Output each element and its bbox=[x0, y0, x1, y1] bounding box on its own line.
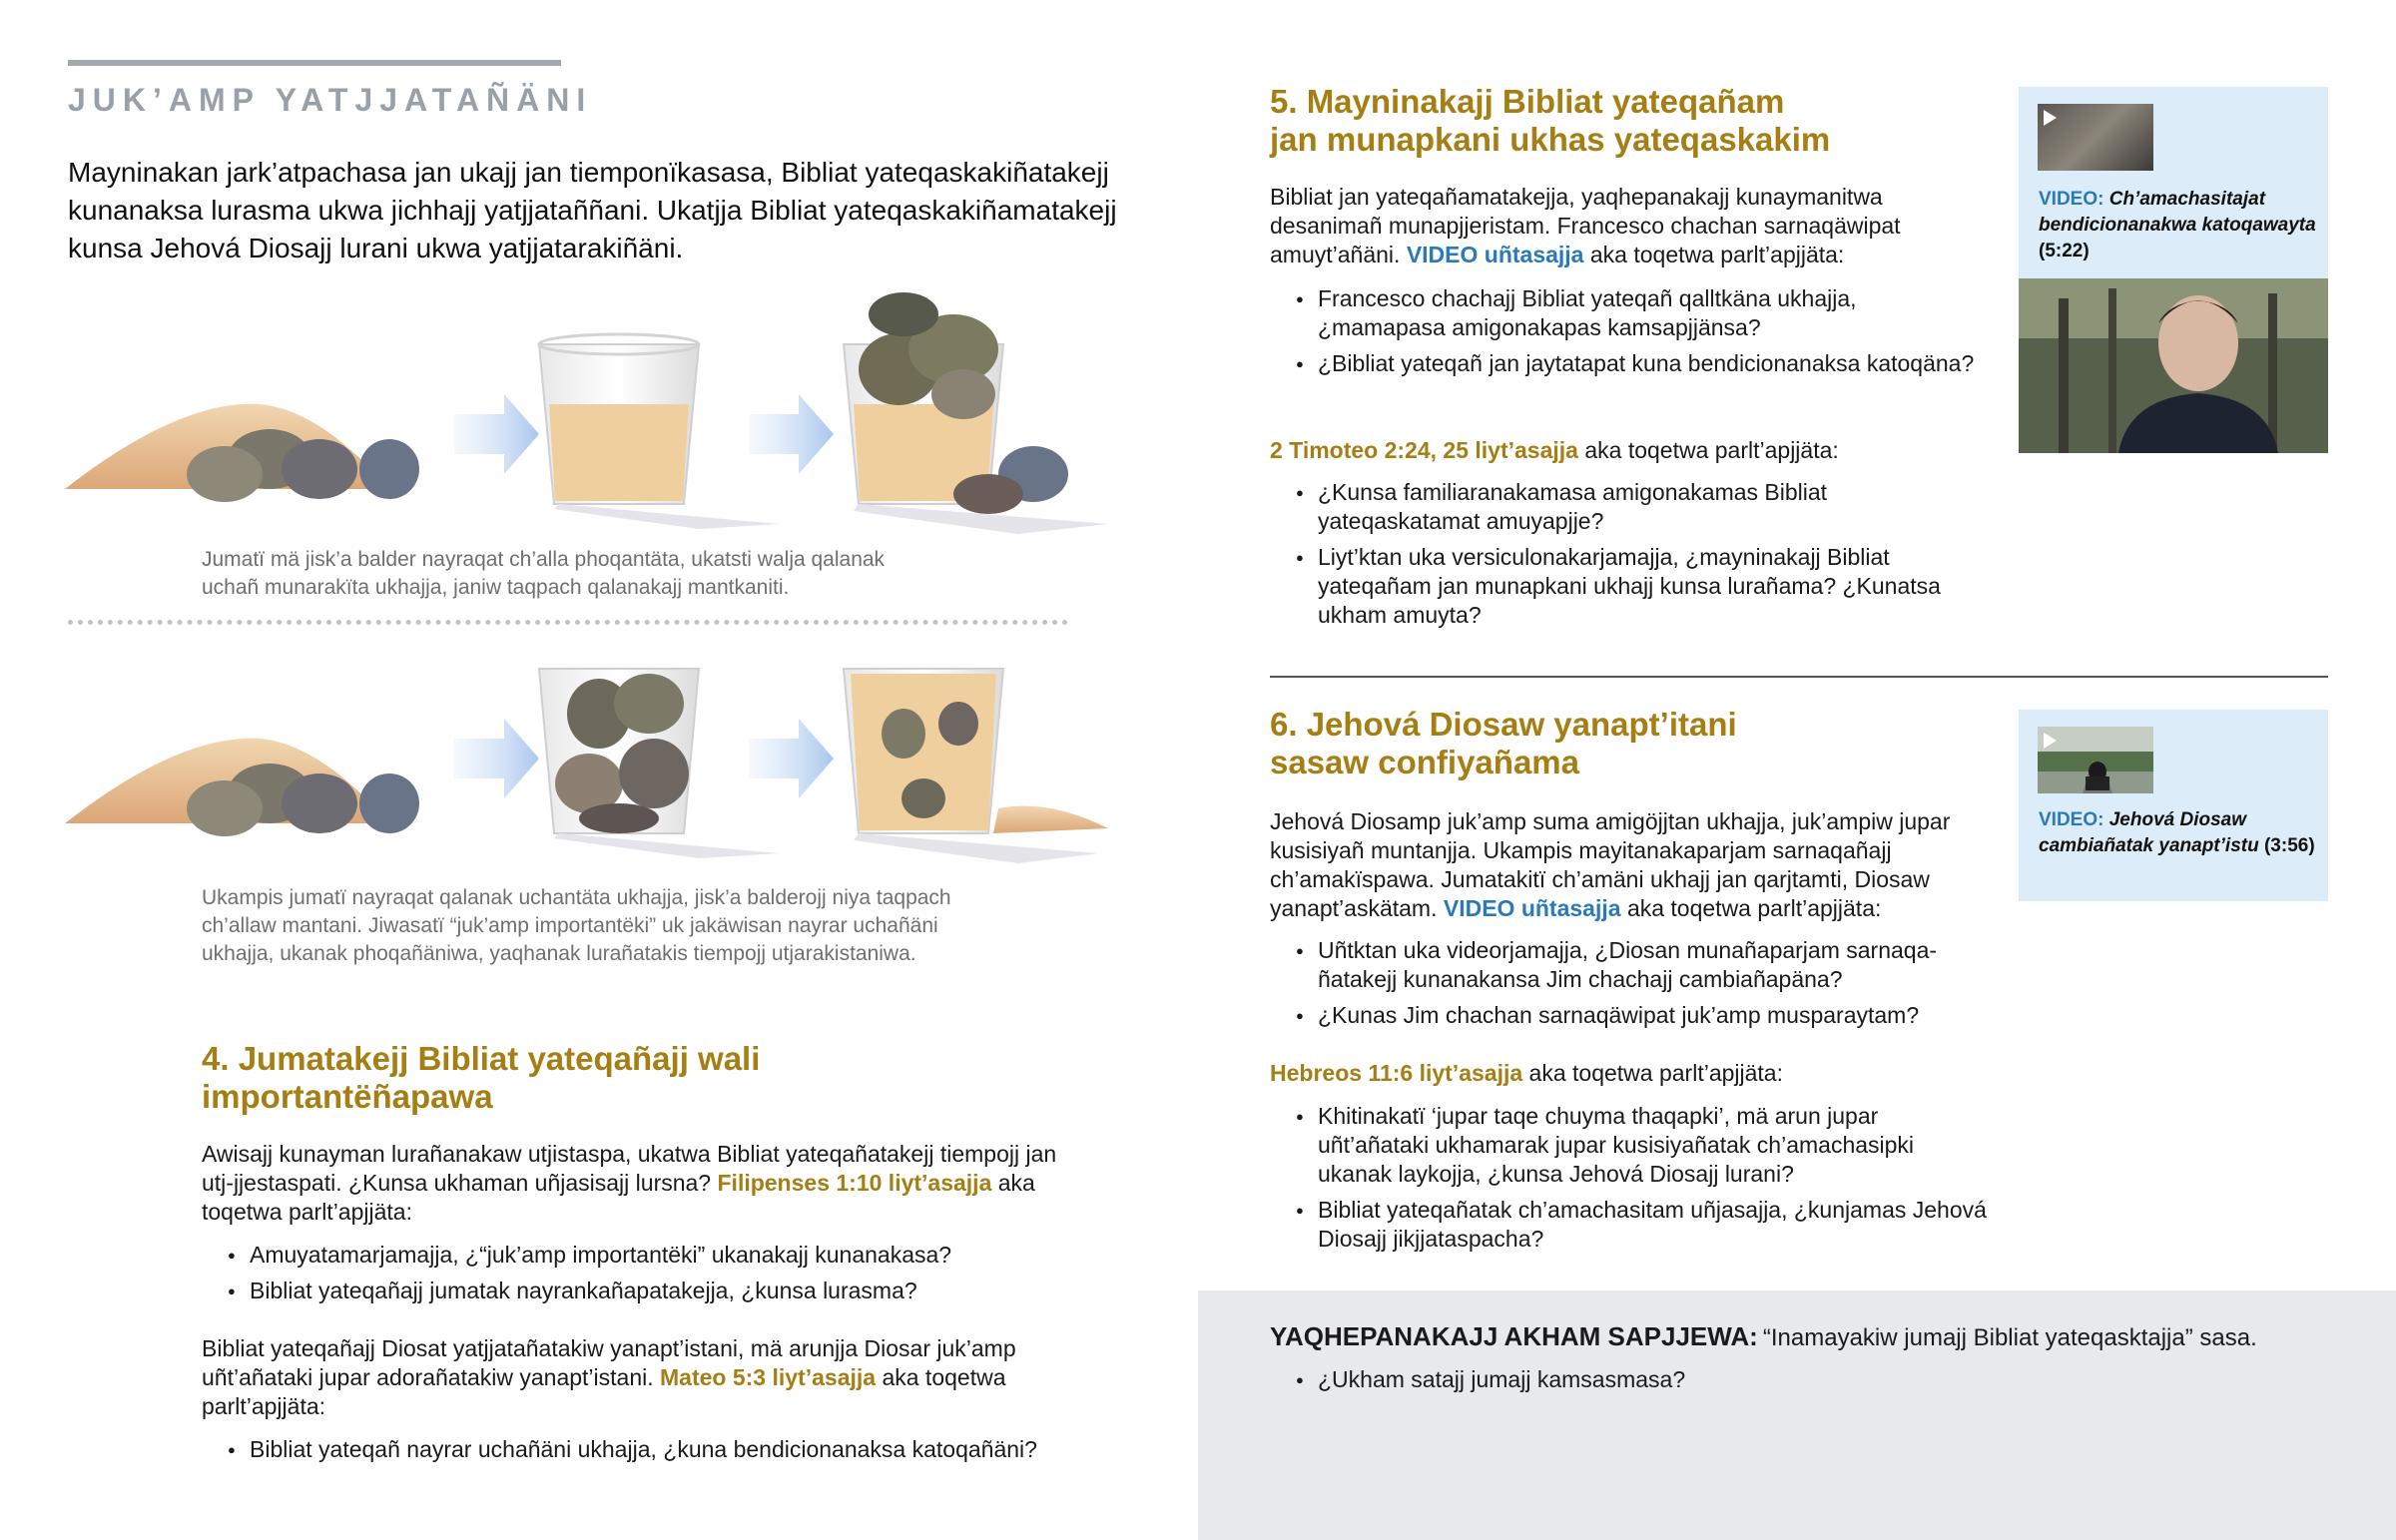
question-item: ● ¿Kunsa familiaranakamasa amigonakamas Bibliat yateqaskatamat amuyapjje? bbox=[1270, 478, 1969, 536]
paragraph-text: aka toqetwa parlt’apjjäta: bbox=[1589, 242, 1845, 267]
scripture-link[interactable]: 2 Timoteo 2:24, 25 liyt’asajja bbox=[1270, 437, 1578, 463]
illustration-caption-1 bbox=[202, 546, 885, 602]
video-box-francesco[interactable] bbox=[2019, 87, 2328, 453]
section-4-questions-1 bbox=[202, 1241, 1100, 1312]
video-thumbnail[interactable] bbox=[2038, 727, 2153, 793]
section-5-questions-1 bbox=[1270, 284, 1989, 385]
video-caption bbox=[2039, 807, 2318, 859]
caption-line: Ukampis jumatï nayraqat qalanak uchantäta ukhajja, jisk’a balderojj niya taqpach bbox=[202, 886, 951, 909]
paragraph-text: Bibliat jan yateqañamatakejja, yaqhepanakajj kunaymanitwa desanimañ munapjjeristam. Francesco chachan sarnaqäwipat amuyt’añäni. bbox=[1270, 184, 1901, 267]
video-thumbnail[interactable] bbox=[2038, 104, 2153, 171]
section-4-questions-2 bbox=[202, 1435, 1100, 1471]
question-item: ● Liyt’ktan uka versiculonakarjamajja, ¿mayninakajj Bibliat yateqañam jan munapkani ukhajj kunsa lurañama? ¿Kunatsa ukham amuyta? bbox=[1270, 543, 1969, 630]
video-link[interactable]: VIDEO uñtasajja bbox=[1443, 895, 1621, 921]
section-4-title bbox=[202, 1040, 760, 1116]
section-6-questions-2 bbox=[1270, 1102, 1989, 1261]
heading-rule bbox=[68, 60, 561, 66]
caption-line: Jumatï mä jisk’a balder nayraqat ch’alla phoqantäta, ukatsti walja qalanak bbox=[202, 548, 886, 571]
illustration-sand-first bbox=[60, 289, 1118, 539]
video-caption bbox=[2039, 187, 2318, 264]
video-title: Jehová Diosaw cambiañatak yanapt’istu bbox=[2039, 809, 2259, 856]
paragraph-text: aka toqetwa parlt’apjjäta: bbox=[202, 1364, 1006, 1419]
title-line: 5. Mayninakajj Bibliat yateqañam bbox=[1270, 83, 1785, 120]
question-item: ● Uñtktan uka videorjamajja, ¿Diosan munañaparjam sarnaqañatakejj kunanakansa Jim chachajj cambiañapäna? bbox=[1270, 936, 1989, 994]
scripture-link[interactable]: Filipenses 1:10 liyt’asajja bbox=[717, 1170, 992, 1196]
section-6-questions-1 bbox=[1270, 936, 1989, 1037]
section-6-paragraph-2 bbox=[1270, 1059, 1989, 1088]
page-title: JUK’AMP YATJJATAÑÄNI bbox=[68, 82, 593, 118]
question-item: ● Bibliat yateqañ nayrar uchañäni ukhajja, ¿kuna bendicionanaksa katoqañäni? bbox=[202, 1435, 1100, 1464]
caption-line: uchañ munarakïta ukhajja, janiw taqpach qalanakajj mantkaniti. bbox=[202, 576, 790, 599]
video-label: VIDEO: bbox=[2039, 809, 2104, 830]
paragraph-text: aka toqetwa parlt’apjjäta: bbox=[202, 1170, 1035, 1225]
video-duration: (5:22) bbox=[2039, 241, 2090, 261]
question-item: ● ¿Kunas Jim chachan sarnaqäwipat juk’amp musparaytam? bbox=[1270, 1001, 1989, 1030]
section-4-paragraph-1 bbox=[202, 1140, 1080, 1227]
intro-paragraph: Mayninakan jark’atpachasa jan ukajj jan tiemponïkasasa, Bibliat yateqaskakiñatakejj kunanaksa lurasma ukwa jichhajj yatjjataññani. Ukatjja Bibliat yateqaskakiñamatakejj kunsa Jehová Diosajj lurani ukwa yatjjatarakiñäni. bbox=[68, 157, 1117, 263]
summary-quote: “Inamayakiw jumajj Bibliat yateqasktajja” sasa. bbox=[1762, 1324, 2257, 1351]
question-item: ● Bibliat yateqañatak ch’amachasitam uñjasajja, ¿kunjamas Jehová Diosajj jikjjataspacha? bbox=[1270, 1196, 1989, 1254]
section-4-paragraph-2 bbox=[202, 1334, 1080, 1421]
title-line: 4. Jumatakejj Bibliat yateqañajj wali bbox=[202, 1040, 761, 1077]
illustration-caption-2 bbox=[202, 884, 951, 968]
summary-statement bbox=[1270, 1321, 2368, 1352]
title-line: 6. Jehová Diosaw yanapt’itani bbox=[1270, 706, 1737, 743]
question-item: ● Francesco chachajj Bibliat yateqañ qalltkäna ukhajja, ¿mamapasa amigonakapas kamsapjjänsa? bbox=[1270, 284, 1989, 342]
paragraph-text: Jehová Diosamp juk’amp suma amigöjjtan ukhajja, juk’ampiw jupar kusisiyañ muntanjja. Ukampis mayitanakaparjam sarnaqañajj ch’amakïspawa. Jumatakitï ch’amäni ukhajj jan qarjtamti, Diosaw yanapt’askätam. bbox=[1270, 808, 1951, 921]
title-line: importantëñapawa bbox=[202, 1078, 493, 1115]
video-title: Ch’amachasitajat bendicionanakwa katoqawayta bbox=[2039, 189, 2316, 236]
title-line: sasaw confiyañama bbox=[1270, 744, 1579, 780]
section-6-paragraph-1 bbox=[1270, 807, 1969, 923]
section-divider bbox=[1270, 676, 2328, 678]
video-duration: (3:56) bbox=[2263, 835, 2315, 856]
summary-label: YAQHEPANAKAJJ AKHAM SAPJJEWA: bbox=[1270, 1321, 1758, 1351]
title-line: jan munapkani ukhas yateqaskakim bbox=[1270, 121, 1831, 158]
section-5-paragraph-1 bbox=[1270, 183, 1969, 269]
video-link[interactable]: VIDEO uñtasajja bbox=[1406, 242, 1584, 267]
scripture-link[interactable]: Hebreos 11:6 liyt’asajja bbox=[1270, 1060, 1523, 1086]
video-box-jim[interactable] bbox=[2019, 710, 2328, 901]
paragraph-text: aka toqetwa parlt’apjjäta: bbox=[1626, 895, 1882, 921]
paragraph-text: Awisajj kunayman lurañanakaw utjistaspa, ukatwa Bibliat yateqañatakejj tiempojj jan utj-jjestaspati. ¿Kunsa ukhaman uñjasisajj lursna? bbox=[202, 1141, 1057, 1196]
section-5-questions-2 bbox=[1270, 478, 1969, 637]
question-item: ● ¿Bibliat yateqañ jan jaytatapat kuna bendicionanaksa katoqäna? bbox=[1270, 349, 1989, 378]
paragraph-text: Bibliat yateqañajj Diosat yatjjatañatakiw yanapt’istani, mä arunjja Diosar juk’amp uñt’añataki jupar adorañatakiw yanapt’istani. bbox=[202, 1335, 1016, 1390]
paragraph-text: aka toqetwa parlt’apjjäta: bbox=[1528, 1060, 1783, 1086]
section-5-title bbox=[1270, 83, 1830, 159]
illustration-rocks-first bbox=[60, 659, 1118, 868]
dotted-divider bbox=[68, 620, 1068, 625]
caption-line: ukhajja, ukanak phoqañäniwa, yaqhanak lurañatakis tiempojj utjarakistaniwa. bbox=[202, 942, 916, 965]
question-item: ● Bibliat yateqañajj jumatak nayrankañapatakejja, ¿kunsa lurasma? bbox=[202, 1277, 1100, 1305]
caption-line: ch’allaw mantani. Jiwasatï “juk’amp importantëki” uk jakäwisan nayrar uchañäni bbox=[202, 914, 938, 937]
video-label: VIDEO: bbox=[2039, 189, 2104, 210]
play-icon bbox=[2044, 110, 2057, 126]
paragraph-text: aka toqetwa parlt’apjjäta: bbox=[1584, 437, 1839, 463]
question-item: ● Amuyatamarjamajja, ¿“juk’amp importantëki” ukanakajj kunanakasa? bbox=[202, 1241, 1100, 1270]
summary-questions bbox=[1270, 1365, 2268, 1401]
section-5-paragraph-2 bbox=[1270, 436, 1989, 465]
video-still-photo bbox=[2019, 278, 2328, 453]
question-item: ● Khitinakatï ‘jupar taqe chuyma thaqapki’, mä arun jupar uñt’añataki ukhamarak jupar kusisiyañatak ch’amachasipki ukanak laykojja, ¿kunsa Jehová Diosajj lurani? bbox=[1270, 1102, 1989, 1189]
question-item: ● ¿Ukham satajj jumajj kamsasmasa? bbox=[1270, 1365, 2268, 1394]
scripture-link[interactable]: Mateo 5:3 liyt’asajja bbox=[660, 1364, 877, 1390]
section-6-title bbox=[1270, 706, 1737, 781]
